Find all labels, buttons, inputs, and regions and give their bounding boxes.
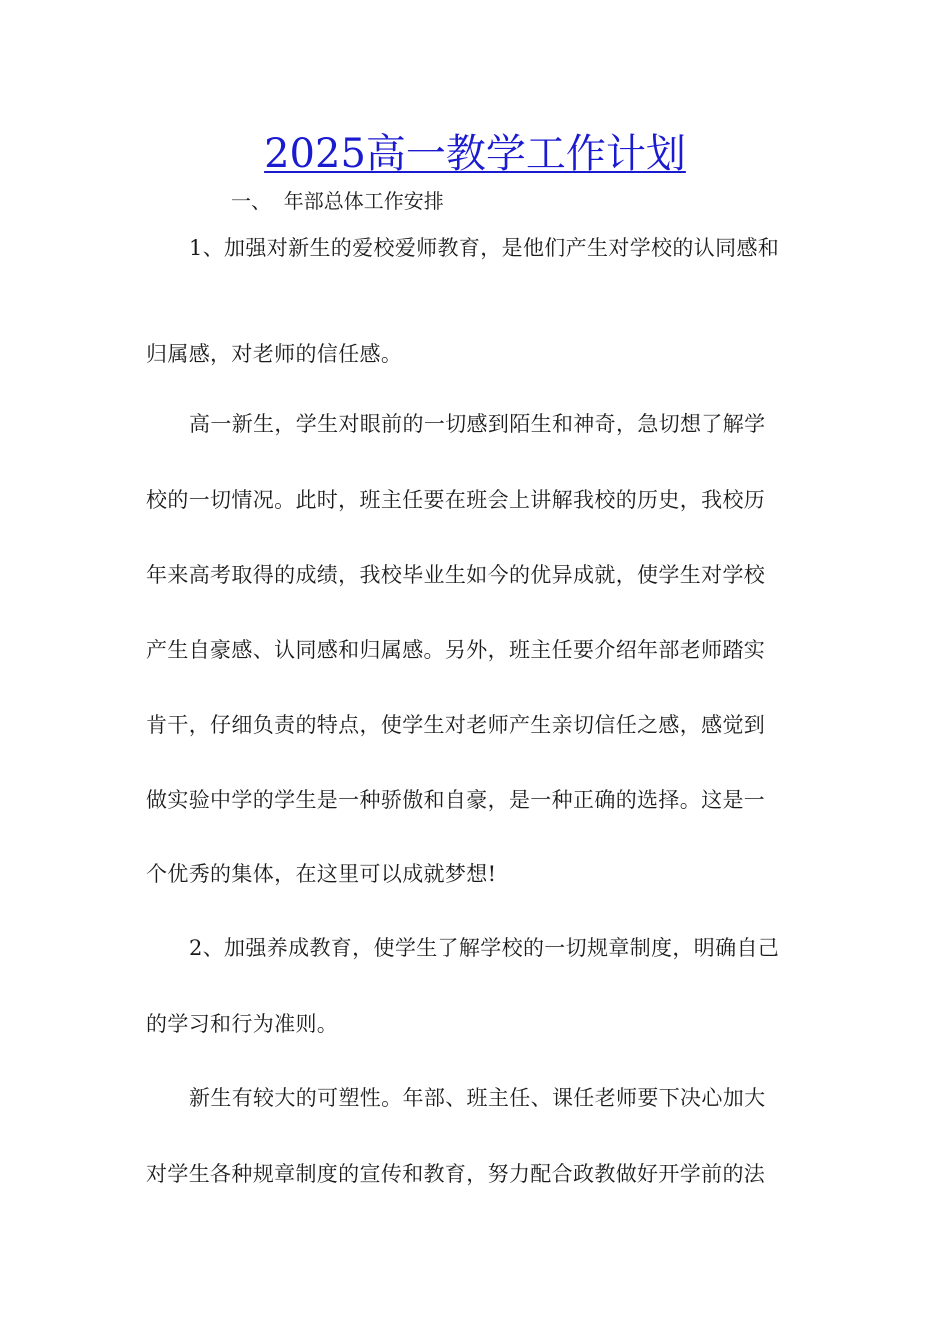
paragraph-line: 做实验中学的学生是一种骄傲和自豪，是一种正确的选择。这是一 — [146, 788, 766, 812]
paragraph-line: 新生有较大的可塑性。年部、班主任、课任老师要下决心加大 — [189, 1086, 766, 1110]
paragraph-line: 高一新生，学生对眼前的一切感到陌生和神奇，急切想了解学 — [189, 412, 766, 436]
paragraph-line: 校的一切情况。此时，班主任要在班会上讲解我校的历史，我校历 — [146, 488, 766, 512]
paragraph-line: 归属感，对老师的信任感。 — [146, 342, 403, 366]
paragraph-line: 的学习和行为准则。 — [146, 1012, 339, 1036]
paragraph-line: 产生自豪感、认同感和归属感。另外，班主任要介绍年部老师踏实 — [146, 638, 766, 662]
paragraph-line: 对学生各种规章制度的宣传和教育，努力配合政教做好开学前的法 — [146, 1162, 766, 1186]
document-title: 2025高一教学工作计划 — [264, 131, 686, 177]
section-heading: 一、 年部总体工作安排 — [231, 189, 444, 213]
paragraph-line: 2、加强养成教育，使学生了解学校的一切规章制度，明确自己 — [189, 936, 780, 960]
paragraph-line: 肯干，仔细负责的特点，使学生对老师产生亲切信任之感，感觉到 — [146, 713, 766, 737]
paragraph-line: 年来高考取得的成绩，我校毕业生如今的优异成就，使学生对学校 — [146, 563, 766, 587]
paragraph-line: 1、加强对新生的爱校爱师教育，是他们产生对学校的认同感和 — [189, 236, 780, 260]
paragraph-line: 个优秀的集体，在这里可以成就梦想! — [146, 862, 497, 886]
